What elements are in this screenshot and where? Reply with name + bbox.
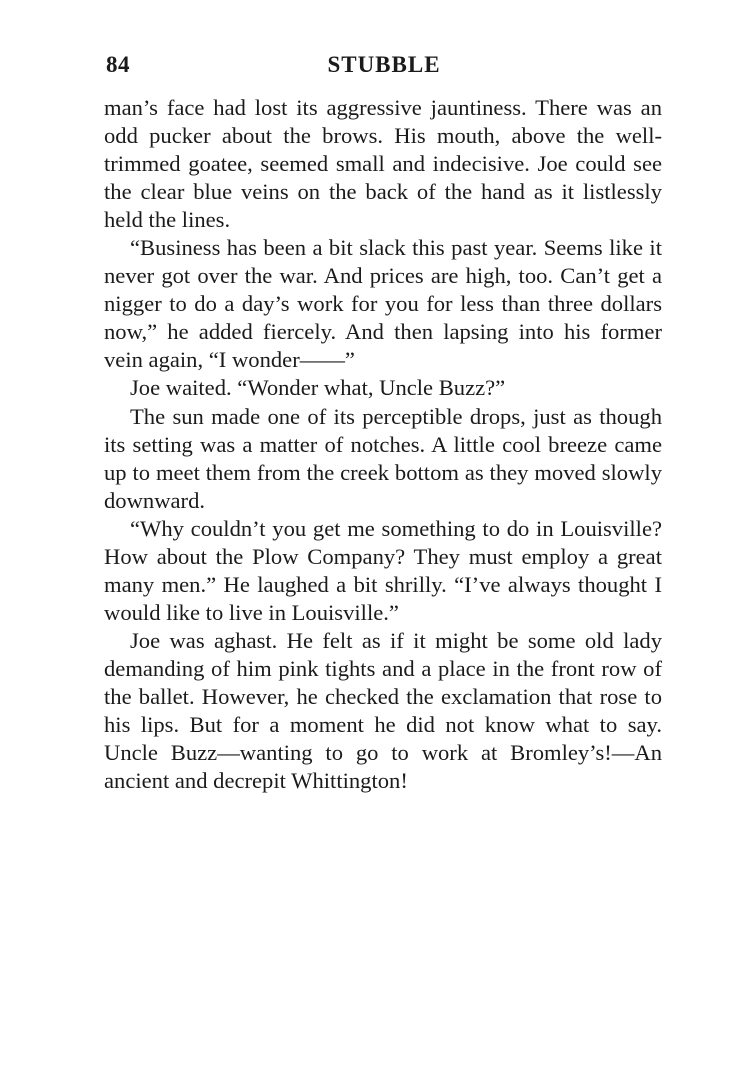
paragraph: “Why couldn’t you get me something to do in Louisville? How about the Plow Company? They must employ a great many men.” He laughed a bit shrilly. “I’ve always thought I would like to live in Louisville.” xyxy=(104,515,662,625)
page-header xyxy=(106,52,662,82)
page-number: 84 xyxy=(106,52,130,77)
paragraph: Joe waited. “Wonder what, Uncle Buzz?” xyxy=(130,375,506,401)
paragraph: Joe was aghast. He felt as if it might be some old lady demanding of him pink tights and a place in the front row of the ballet. However, he checked the exclamation that rose to his lips. But for a moment he did not know what to say. Uncle Buzz—wanting to go to work at Bromley’s!—An ancient and decrepit Whittington! xyxy=(104,627,662,794)
paragraph: man’s face had lost its aggressive jauntiness. There was an odd pucker about the brows. His mouth, above the well-trimmed goatee, seemed small and indecisive. Joe could see the clear blue veins on the back of the hand as it listlessly held the lines. xyxy=(104,95,662,233)
body-text xyxy=(104,94,662,795)
running-head: STUBBLE xyxy=(327,52,441,77)
paragraph: The sun made one of its perceptible drops, just as though its setting was a matter of notches. A little cool breeze came up to meet them from the creek bottom as they moved slowly downward. xyxy=(104,403,662,513)
paragraph: “Business has been a bit slack this past year. Seems like it never got over the war. And prices are high, too. Can’t get a nigger to do a day’s work for you for less than three dollars now,” he added fiercely. And then lapsing into his former vein again, “I wonder——” xyxy=(104,235,662,373)
